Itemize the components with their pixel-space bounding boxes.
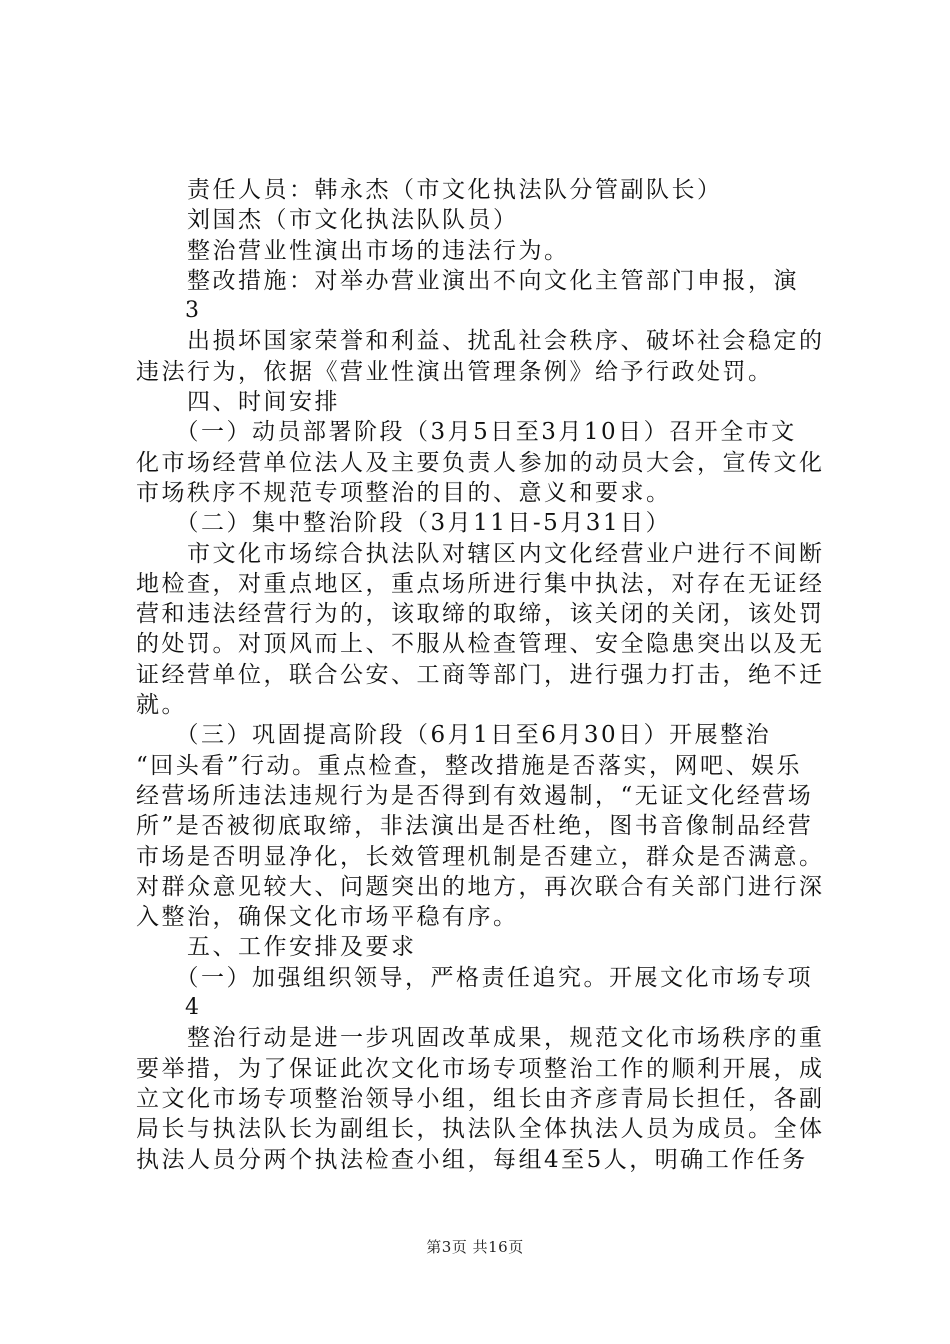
text-line: 要举措，为了保证此次文化市场专项整治工作的顺利开展，成 (136, 1055, 825, 1082)
document-body (136, 175, 836, 1175)
section-heading: 四、时间安排 (136, 389, 340, 416)
text-line: 就。 (136, 692, 187, 719)
text-line: 局长与执法队长为副组长，执法队全体执法人员为成员。全体 (136, 1116, 825, 1143)
text-line: 所”是否被彻底取缔，非法演出是否杜绝，图书音像制品经营 (136, 813, 814, 840)
text-line: 市场秩序不规范专项整治的目的、意义和要求。 (136, 479, 672, 506)
text-line: 整治行动是进一步巩固改革成果，规范文化市场秩序的重 (136, 1025, 825, 1052)
text-line: 营和违法经营行为的，该取缔的取缔，该关闭的关闭，该处罚 (136, 601, 825, 628)
text-line: 刘国杰（市文化执法队队员） (136, 207, 519, 234)
text-line: 对群众意见较大、问题突出的地方，再次联合有关部门进行深 (136, 873, 825, 900)
section-heading: 五、工作安排及要求 (136, 934, 417, 961)
text-line: 的处罚。对顶风而上、不服从检查管理、安全隐患突出以及无 (136, 631, 825, 658)
text-line: 经营场所违法违规行为是否得到有效遏制，“无证文化经营场 (136, 782, 814, 809)
text-line: （二）集中整治阶段（3月11日-5月31日） (136, 510, 672, 537)
text-line: 市场是否明显净化，长效管理机制是否建立，群众是否满意。 (136, 843, 825, 870)
page-footer: 第3页 共16页 (426, 1238, 524, 1256)
text-line: 整治营业性演出市场的违法行为。 (136, 237, 570, 264)
text-line: （一）加强组织领导，严格责任追究。开展文化市场专项 (136, 964, 813, 991)
text-line: 入整治，确保文化市场平稳有序。 (136, 904, 519, 931)
text-line: 违法行为，依据《营业性演出管理条例》给予行政处罚。 (136, 358, 774, 385)
page-break-number: 4 (136, 995, 202, 1021)
text-line: 市文化市场综合执法队对辖区内文化经营业户进行不间断 (136, 540, 825, 567)
text-line: 化市场经营单位法人及主要负责人参加的动员大会，宣传文化 (136, 449, 825, 476)
text-line: 责任人员：韩永杰（市文化执法队分管副队长） (136, 177, 723, 203)
text-line: （一）动员部署阶段（3月5日至3月10日）召开全市文 (136, 419, 797, 446)
page-break-number: 3 (136, 298, 202, 324)
text-line: （三）巩固提高阶段（6月1日至6月30日）开展整治 (136, 722, 772, 749)
text-line: 地检查，对重点地区，重点场所进行集中执法，对存在无证经 (136, 570, 825, 597)
text-line: 出损坏国家荣誉和利益、扰乱社会秩序、破坏社会稳定的 (136, 328, 825, 355)
text-line: “回头看”行动。重点检查，整改措施是否落实，网吧、娱乐 (136, 752, 803, 779)
text-line: 执法人员分两个执法检查小组，每组4至5人，明确工作任务 (136, 1146, 808, 1173)
text-line: 立文化市场专项整治领导小组，组长由齐彦青局长担任，各副 (136, 1085, 825, 1112)
text-line: 整改措施：对举办营业演出不向文化主管部门申报，演 (136, 267, 799, 294)
text-line: 证经营单位，联合公安、工商等部门，进行强力打击，绝不迁 (136, 661, 825, 688)
